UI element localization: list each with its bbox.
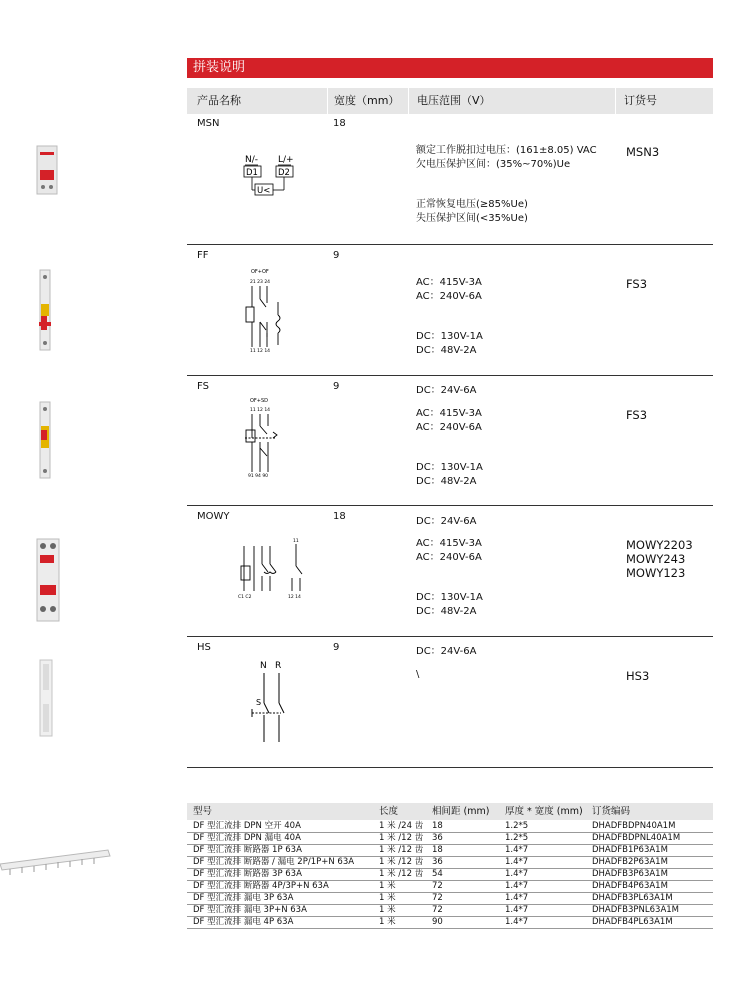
table-cell: 72 — [432, 905, 443, 915]
table-cell: 1.4*7 — [505, 869, 529, 879]
table-cell: DF 型汇流排 漏电 3P 63A — [193, 893, 294, 903]
table-row — [187, 905, 713, 917]
table-cell: DF 型汇流排 断路器 / 漏电 2P/1P+N 63A — [193, 857, 355, 867]
table-cell: 1 米 /12 齿 — [379, 869, 424, 879]
table-cell: 1 米 — [379, 893, 396, 903]
table-cell: DHADFB4P63A1M — [592, 881, 668, 891]
ff-contact-diagram — [238, 267, 298, 355]
svg-text:11 12 14: 11 12 14 — [250, 408, 271, 413]
svg-text:D2: D2 — [278, 168, 290, 178]
svg-text:OF+OF: OF+OF — [251, 269, 269, 275]
row-width: 9 — [333, 381, 340, 392]
table-header — [187, 88, 713, 114]
table-cell: 1.4*7 — [505, 881, 529, 891]
table-row — [187, 893, 713, 905]
svg-text:U<: U< — [257, 186, 271, 196]
row-width: 18 — [333, 511, 346, 522]
mowy-product-image — [34, 537, 62, 623]
svg-text:11 12 14: 11 12 14 — [250, 349, 271, 354]
row-order: MSN3 — [626, 145, 660, 159]
section-title: 拼装说明 — [187, 58, 713, 78]
table-row — [187, 917, 713, 929]
table-cell: 72 — [432, 893, 443, 903]
table-row — [187, 833, 713, 845]
table-cell: 18 — [432, 845, 443, 855]
table-cell: 1 米 /12 齿 — [379, 833, 424, 843]
header-name: 产品名称 — [197, 94, 241, 107]
svg-text:C1 C2: C1 C2 — [238, 595, 252, 600]
table-cell: 1 米 — [379, 881, 396, 891]
table-cell: 1 米 /12 齿 — [379, 857, 424, 867]
header-order: 订货号 — [624, 94, 657, 107]
svg-text:11: 11 — [293, 539, 299, 544]
header-voltage: 电压范围（V） — [417, 94, 491, 107]
table-cell: 36 — [432, 833, 443, 843]
table-cell: DF 型汇流排 断路器 4P/3P+N 63A — [193, 881, 329, 891]
table-cell: DF 型汇流排 DPN 空开 40A — [193, 821, 301, 831]
table-cell: 36 — [432, 857, 443, 867]
table-cell: DF 型汇流排 断路器 1P 63A — [193, 845, 302, 855]
row-voltage: AC：415V-3A AC：240V-6A DC：130V-1A DC：48V-2A DC：24V-6A — [416, 538, 483, 657]
row-voltage: AC：415V-3A AC：240V-6A DC：130V-1A DC：48V-2A DC：24V-6A — [416, 277, 483, 396]
header-width: 宽度（mm） — [334, 94, 400, 107]
row-width: 9 — [333, 642, 340, 653]
table-cell: DHADFB3PNL63A1M — [592, 905, 680, 915]
row-width: 18 — [333, 118, 346, 129]
table-cell: 54 — [432, 869, 443, 879]
fs-product-image — [38, 400, 52, 480]
table-cell: 1 米 /12 齿 — [379, 845, 424, 855]
table-cell: 18 — [432, 821, 443, 831]
svg-text:N: N — [260, 661, 267, 671]
table-row — [187, 821, 713, 833]
row-width: 9 — [333, 250, 340, 261]
svg-text:D1: D1 — [246, 168, 258, 178]
row-name: MOWY — [197, 511, 230, 522]
svg-text:21 23 24: 21 23 24 — [250, 280, 271, 285]
msn-product-image — [34, 142, 60, 198]
row-name: FS — [197, 381, 209, 392]
row-name: FF — [197, 250, 209, 261]
table-cell: 1 米 — [379, 917, 396, 927]
table-row — [187, 881, 713, 893]
row-order: MOWY2203 MOWY243 MOWY123 — [626, 538, 693, 580]
svg-text:L/+: L/+ — [278, 155, 294, 165]
row-voltage: 额定工作脱扣过电压：(161±8.05) VAC 欠电压保护区间：(35%~70%)Ue 正常恢复电压(≥85%Ue) 失压保护区间(<35%Ue) — [416, 145, 597, 224]
mowy-wiring-diagram — [234, 536, 314, 606]
table-cell: 1.2*5 — [505, 821, 529, 831]
table-row — [187, 845, 713, 857]
table-cell: DHADFB1P63A1M — [592, 845, 668, 855]
svg-text:N/-: N/- — [245, 155, 259, 165]
table-cell: 1.4*7 — [505, 893, 529, 903]
table-cell: DF 型汇流排 DPN 漏电 40A — [193, 833, 301, 843]
msn-wiring-diagram — [236, 150, 306, 202]
table-cell: 90 — [432, 917, 443, 927]
hs-product-image — [36, 658, 56, 738]
row-voltage: \ — [416, 669, 420, 680]
table-cell: DHADFBDPN40A1M — [592, 821, 676, 831]
ff-product-image — [38, 268, 52, 352]
table-cell: DHADFB2P63A1M — [592, 857, 668, 867]
row-name: HS — [197, 642, 211, 653]
row-voltage: AC：415V-3A AC：240V-6A DC：130V-1A DC：48V-2A DC：24V-6A — [416, 408, 483, 527]
table-cell: 1.4*7 — [505, 857, 529, 867]
table-cell: DF 型汇流排 漏电 3P+N 63A — [193, 905, 307, 915]
table-cell: DHADFB3P63A1M — [592, 869, 668, 879]
row-order: FS3 — [626, 277, 648, 291]
table-cell: 72 — [432, 881, 443, 891]
svg-text:R: R — [275, 661, 282, 671]
table-cell: 1.4*7 — [505, 845, 529, 855]
table-cell: DHADFB4PL63A1M — [592, 917, 673, 927]
busbar-table-header: 型号 长度 相间距 (mm) 厚度 * 宽度 (mm) 订货编码 — [187, 803, 713, 820]
table-cell: DHADFB3PL63A1M — [592, 893, 673, 903]
busbar-product-image — [0, 846, 112, 880]
row-order: FS3 — [626, 408, 648, 422]
fs-contact-diagram — [240, 396, 300, 480]
table-row — [187, 869, 713, 881]
hs-switch-diagram — [248, 657, 298, 747]
row-order: HS3 — [626, 669, 650, 683]
table-cell: 1.2*5 — [505, 833, 529, 843]
svg-text:12 14: 12 14 — [288, 595, 301, 600]
svg-text:S: S — [256, 698, 262, 707]
table-cell: DHADFBDPNL40A1M — [592, 833, 681, 843]
row-name: MSN — [197, 118, 220, 129]
table-cell: 1.4*7 — [505, 905, 529, 915]
svg-text:OF+SD: OF+SD — [250, 398, 269, 404]
table-cell: DF 型汇流排 断路器 3P 63A — [193, 869, 302, 879]
table-cell: 1 米 — [379, 905, 396, 915]
table-cell: 1 米 /24 齿 — [379, 821, 424, 831]
table-cell: 1.4*7 — [505, 917, 529, 927]
table-row — [187, 857, 713, 869]
table-cell: DF 型汇流排 漏电 4P 63A — [193, 917, 294, 927]
svg-text:91 94 90: 91 94 90 — [248, 474, 269, 479]
